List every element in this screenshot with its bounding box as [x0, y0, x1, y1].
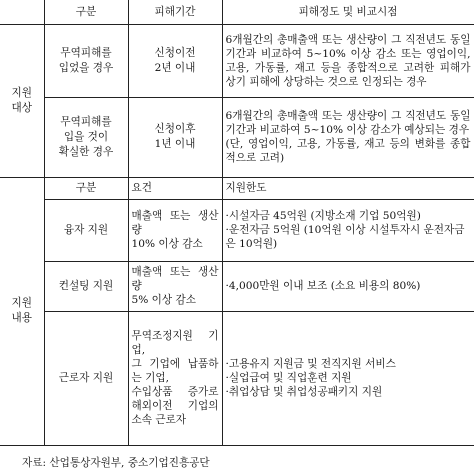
table-row: [0, 97, 474, 177]
content-header-requirement: 요건: [128, 177, 222, 199]
table-row: [0, 261, 474, 311]
support-content-category: 지원 내용: [0, 177, 44, 445]
content-type-cell: 근로자 지원: [44, 311, 128, 445]
target-period-cell: 신청이후 1년 이내: [128, 97, 222, 177]
target-type-cell: 무역피해를 입었을 경우: [44, 24, 128, 97]
source-note: 자료: 산업통상자원부, 중소기업진흥공단: [22, 457, 210, 469]
header-damage-period: 피해기간: [128, 0, 222, 24]
header-blank-cell: [0, 0, 44, 24]
support-content-header-row: [0, 177, 474, 199]
table-header-row: [0, 0, 474, 24]
content-requirement-cell: 매출액 또는 생산량 10% 이상 감소: [128, 199, 222, 261]
content-limit-cell: ·시설자금 45억원 (지방소재 기업 50억원) ·운전자금 5억원 (10억원 이상 시설투자시 운전자금은 10억원): [222, 199, 474, 261]
table-row: [0, 199, 474, 261]
table-row: [0, 24, 474, 97]
target-criteria-cell: 6개월간의 총매출액 또는 생산량이 그 직전년도 동일기간과 비교하여 5~10% 이상 감소 또는 영업이익, 고용, 가동률, 재고 등을 종합적으로 고려한 피해가 상기 피해에 상당하는 것으로 인정되는 경우: [222, 24, 474, 97]
target-type-cell: 무역피해를 입을 것이 확실한 경우: [44, 97, 128, 177]
content-requirement-cell: 매출액 또는 생산량 5% 이상 감소: [128, 261, 222, 311]
content-type-cell: 융자 지원: [44, 199, 128, 261]
header-division: 구분: [44, 0, 128, 24]
table-row: [0, 311, 474, 445]
content-header-division: 구분: [44, 177, 128, 199]
content-requirement-cell: 무역조정지원 기업, 그 기업에 납품하는 기업, 수입상품 증가로 해외이전 기업의 소속 근로자: [128, 311, 222, 445]
content-limit-cell: ·고용유지 지원금 및 전직지원 서비스 ·실업급여 및 직업훈련 지원 ·취업상담 및 취업성공패키지 지원: [222, 311, 474, 445]
support-target-category: 지원 대상: [0, 24, 44, 177]
target-criteria-cell: 6개월간의 총매출액 또는 생산량이 그 직전년도 동일기간과 비교하여 5~10% 이상 감소가 예상되는 경우 (단, 영업이익, 고용, 가동률, 재고 등의 변화를 종합적으로 고려): [222, 97, 474, 177]
content-header-limit: 지원한도: [222, 177, 474, 199]
content-type-cell: 컨설팅 지원: [44, 261, 128, 311]
header-damage-criteria: 피해정도 및 비교시점: [222, 0, 474, 24]
target-period-cell: 신청이전 2년 이내: [128, 24, 222, 97]
content-limit-cell: ·4,000만원 이내 보조 (소요 비용의 80%): [222, 261, 474, 311]
